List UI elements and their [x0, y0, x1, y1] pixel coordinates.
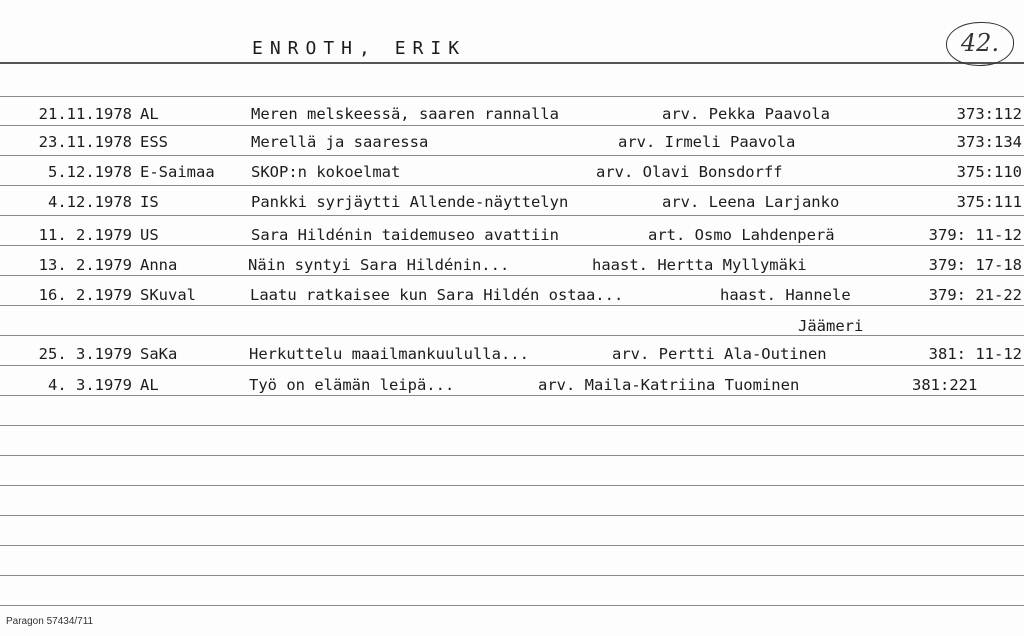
entry-ref: 379: 11-12 — [928, 226, 1022, 244]
entry-ref: 373:112 — [956, 105, 1022, 123]
entry-author: arv. Olavi Bonsdorff — [596, 163, 783, 181]
rule-line — [0, 515, 1024, 516]
entry-date: 13. 2.1979 — [38, 256, 132, 274]
entry-author: arv. Pertti Ala-Outinen — [612, 345, 827, 363]
rule-line — [0, 545, 1024, 546]
entry-title: Työ on elämän leipä... — [249, 376, 455, 394]
entry-date: 11. 2.1979 — [38, 226, 132, 244]
entry-title: Laatu ratkaisee kun Sara Hildén ostaa... — [250, 286, 624, 304]
entry-source: AL — [140, 105, 159, 123]
entry-author: arv. Maila-Katriina Tuominen — [538, 376, 800, 394]
entry-ref: 375:111 — [956, 193, 1022, 211]
entry-source: IS — [140, 193, 159, 211]
card-footer-printmark: Paragon 57434/711 — [6, 616, 94, 627]
header-rule — [0, 62, 1024, 64]
entry-date: 21.11.1978 — [38, 105, 132, 123]
entry-source: ESS — [140, 133, 168, 151]
entry-title: Herkuttelu maailmankuululla... — [249, 345, 529, 363]
entry-title: SKOP:n kokoelmat — [251, 163, 401, 181]
entry-date: 5.12.1978 — [48, 163, 132, 181]
entry-ref: 379: 17-18 — [928, 256, 1022, 274]
entry-source: AL — [140, 376, 159, 394]
entry-date: 25. 3.1979 — [38, 345, 132, 363]
rule-line — [0, 485, 1024, 486]
rule-line — [0, 215, 1024, 216]
rule-line — [0, 455, 1024, 456]
entry-date: 4.12.1978 — [48, 193, 132, 211]
entry-ref: 381: 11-12 — [928, 345, 1022, 363]
entry-date: 4. 3.1979 — [48, 376, 132, 394]
entry-ref: 375:110 — [956, 163, 1022, 181]
entry-ref: 381:221 — [912, 376, 978, 394]
rule-line — [0, 395, 1024, 396]
entry-date: 16. 2.1979 — [38, 286, 132, 304]
entry-title: Näin syntyi Sara Hildénin... — [248, 256, 510, 274]
entry-source: E-Saimaa — [140, 163, 215, 181]
rule-line — [0, 425, 1024, 426]
rule-line — [0, 575, 1024, 576]
entry-author: arv. Leena Larjanko — [662, 193, 840, 211]
entry-date: 23.11.1978 — [38, 133, 132, 151]
entry-author: arv. Pekka Paavola — [662, 105, 830, 123]
entry-title: Merellä ja saaressa — [251, 133, 429, 151]
entry-source: SaKa — [140, 345, 178, 363]
entry-ref: 379: 21-22 — [928, 286, 1022, 304]
entry-author: arv. Irmeli Paavola — [618, 133, 796, 151]
entry-source: SKuval — [140, 286, 196, 304]
rule-line — [0, 245, 1024, 246]
entry-title: Meren melskeessä, saaren rannalla — [251, 105, 559, 123]
entry-source: Anna — [140, 256, 178, 274]
rule-line — [0, 96, 1024, 97]
rule-line — [0, 185, 1024, 186]
entry-source: US — [140, 226, 159, 244]
rule-line — [0, 335, 1024, 336]
rule-line — [0, 275, 1024, 276]
rule-line — [0, 155, 1024, 156]
entry-author: haast. Hannele — [720, 286, 851, 304]
entry-title: Pankki syrjäytti Allende-näyttelyn — [251, 193, 569, 211]
rule-line — [0, 365, 1024, 366]
card-title: ENROTH, ERIK — [252, 38, 467, 59]
rule-line — [0, 605, 1024, 606]
entry-author: art. Osmo Lahdenperä — [648, 226, 835, 244]
entry-ref: 373:134 — [956, 133, 1022, 151]
entry-author: haast. Hertta Myllymäki — [592, 256, 807, 274]
entry-title: Sara Hildénin taidemuseo avattiin — [251, 226, 559, 244]
card-number-circle: 42. — [946, 22, 1014, 66]
rule-line — [0, 125, 1024, 126]
rule-line — [0, 305, 1024, 306]
entry-author-continuation: Jäämeri — [798, 317, 864, 335]
